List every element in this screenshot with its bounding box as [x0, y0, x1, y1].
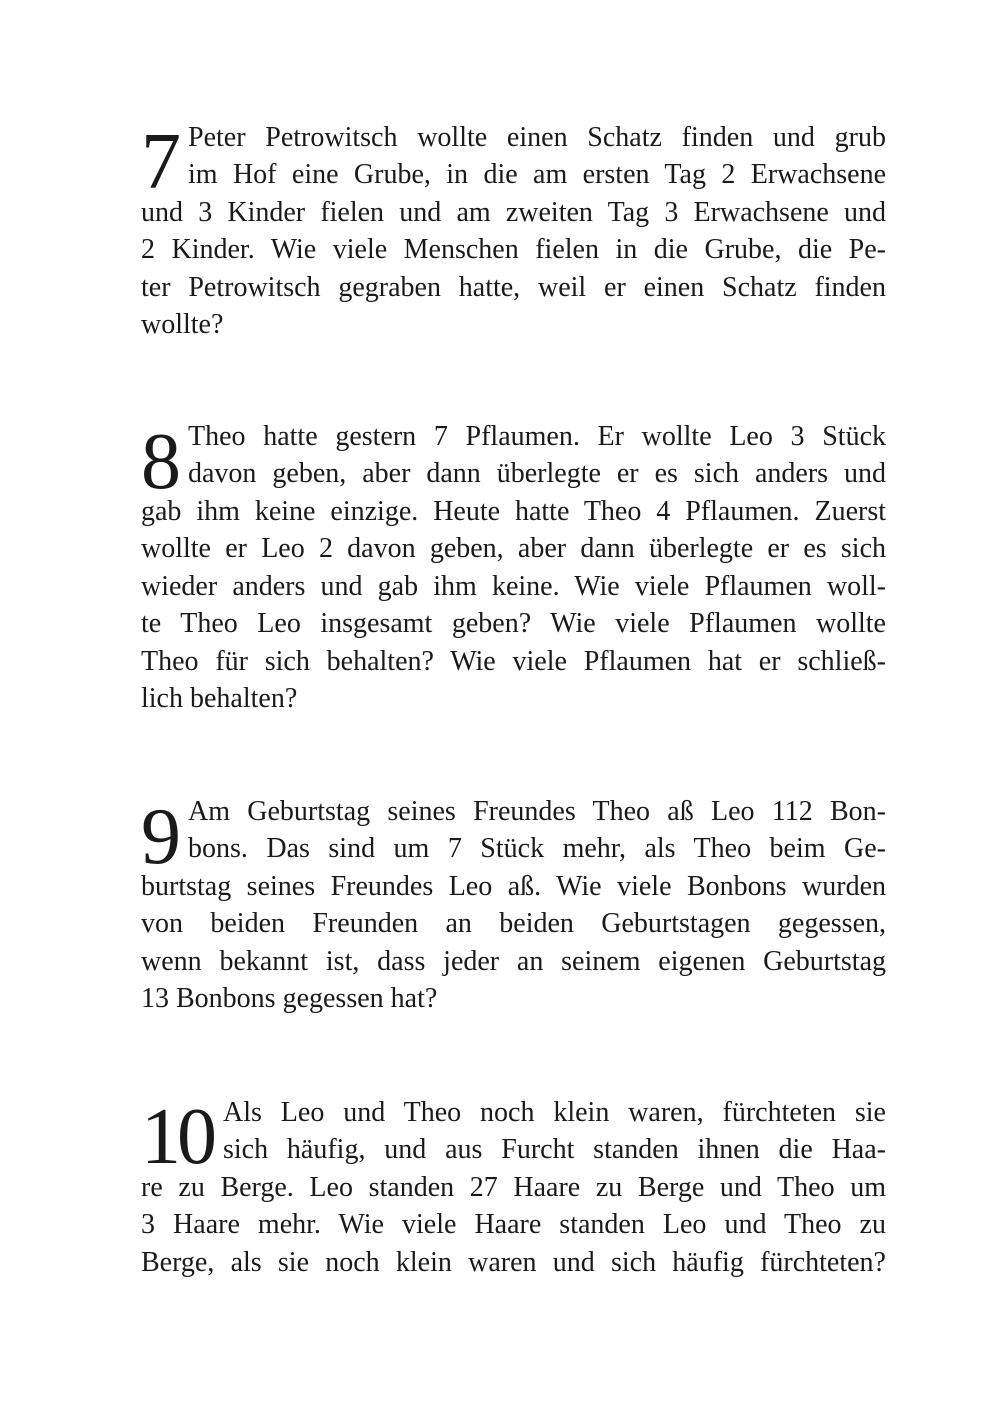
problem-text-line: wollte?: [141, 309, 224, 340]
problem-text-line: von beiden Freunden an beiden Geburtstagen gegessen,: [141, 908, 886, 939]
problem-text-line: davon geben, aber dann überlegte er es sich anders und: [188, 458, 886, 489]
problem-text-line: 3 Haare mehr. Wie viele Haare standen Leo und Theo zu: [141, 1209, 886, 1240]
problem-text-line: wenn bekannt ist, dass jeder an seinem eigenen Geburtstag: [141, 946, 886, 977]
problem-text-line: Theo hatte gestern 7 Pflaumen. Er wollte Leo 3 Stück: [188, 421, 886, 452]
problem-text-line: sich häufig, und aus Furcht standen ihnen die Haa-: [223, 1134, 886, 1165]
problem-text-line: und 3 Kinder fielen und am zweiten Tag 3 Erwachsene und: [141, 197, 886, 228]
problem-text-line: Theo für sich behalten? Wie viele Pflaumen hat er schließ-: [141, 646, 886, 677]
problem-text-line: Peter Petrowitsch wollte einen Schatz finden und grub: [188, 122, 886, 153]
problem-text-line: ter Petrowitsch gegraben hatte, weil er einen Schatz finden: [141, 272, 886, 303]
problem-text-line: wollte er Leo 2 davon geben, aber dann überlegte er es sich: [141, 533, 886, 564]
problem-text-line: te Theo Leo insgesamt geben? Wie viele Pflaumen wollte: [141, 608, 886, 639]
problem-text-line: Als Leo und Theo noch klein waren, fürchteten sie: [223, 1097, 886, 1128]
problem-text-line: im Hof eine Grube, in die am ersten Tag 2 Erwachsene: [188, 159, 886, 190]
problem-text-line: lich behalten?: [141, 683, 298, 714]
problem-text-line: burtstag seines Freundes Leo aß. Wie viele Bonbons wurden: [141, 871, 886, 902]
problem-number: 9: [141, 793, 181, 881]
problem-number: 7: [141, 118, 181, 206]
problem-number: 10: [141, 1093, 213, 1181]
problem-text-line: 13 Bonbons gegessen hat?: [141, 983, 438, 1014]
problem-text-line: re zu Berge. Leo standen 27 Haare zu Berge und Theo um: [141, 1172, 886, 1203]
problem-text-line: wieder anders und gab ihm keine. Wie viele Pflaumen woll-: [141, 571, 886, 602]
problem-text-line: 2 Kinder. Wie viele Menschen fielen in die Grube, die Pe-: [141, 234, 886, 265]
problem-text-line: gab ihm keine einzige. Heute hatte Theo 4 Pflaumen. Zuerst: [141, 496, 886, 527]
problem-text-line: Am Geburtstag seines Freundes Theo aß Leo 112 Bon-: [188, 796, 886, 827]
problem-number: 8: [141, 418, 181, 506]
problem-text-line: Berge, als sie noch klein waren und sich häufig fürchteten?: [141, 1247, 886, 1278]
problem-text-line: bons. Das sind um 7 Stück mehr, als Theo beim Ge-: [188, 833, 886, 864]
